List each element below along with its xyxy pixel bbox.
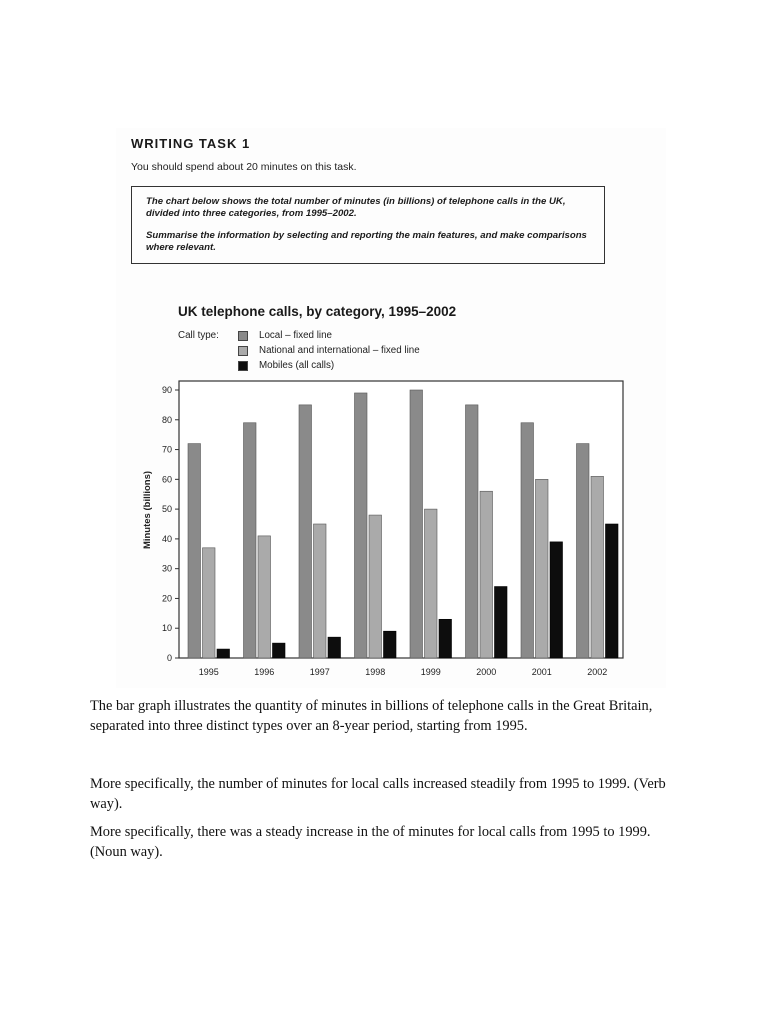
bar-national-2001 — [536, 479, 549, 658]
x-tick-label-1997: 1997 — [309, 667, 330, 677]
paragraph-intro: The bar graph illustrates the quantity of minutes in billions of telephone calls in the Great Britain, separated into three distinct types over an 8-year period, starting from 1995. — [90, 698, 653, 734]
bar-national-1996 — [258, 536, 271, 658]
x-tick-label-1995: 1995 — [198, 667, 219, 677]
y-tick-label: 50 — [161, 504, 172, 515]
bar-mobiles-2001 — [550, 542, 563, 658]
y-tick-label: 10 — [161, 623, 172, 634]
bar-mobiles-1995 — [217, 649, 230, 658]
x-tick-label-1998: 1998 — [365, 667, 386, 677]
legend-label-national: National and international – fixed line — [259, 345, 420, 356]
bar-national-2002 — [591, 476, 604, 658]
chart-title: UK telephone calls, by category, 1995–2002 — [178, 304, 457, 319]
paragraph-verb-way: More specifically, the number of minutes for local calls increased steadily from 1995 to 1999. (Verb way). — [90, 776, 666, 812]
bar-mobiles-1999 — [439, 619, 452, 658]
legend-label-local: Local – fixed line — [259, 330, 332, 341]
task-prompt-line1: The chart below shows the total number of minutes (in billions) of telephone calls in the UK, divided into three categories, from 1995–2002. — [146, 196, 566, 219]
y-tick-label: 70 — [161, 444, 172, 455]
y-axis-title: Minutes (billions) — [142, 470, 153, 550]
bar-mobiles-2002 — [606, 524, 619, 658]
y-tick-label: 90 — [161, 385, 172, 395]
legend-caption: Call type: — [178, 330, 219, 341]
bar-chart — [130, 374, 630, 684]
bar-national-1998 — [369, 515, 382, 658]
paragraph-noun-way: More specifically, there was a steady increase in the of minutes for local calls from 1995 to 1999. (Noun way). — [90, 824, 651, 860]
bar-local-1995 — [188, 444, 201, 658]
bar-mobiles-1997 — [328, 637, 341, 658]
legend-label-mobiles: Mobiles (all calls) — [259, 360, 335, 371]
y-tick-label: 60 — [161, 474, 172, 485]
bar-local-2000 — [466, 405, 479, 658]
bar-mobiles-2000 — [495, 587, 508, 658]
bar-local-2002 — [577, 444, 590, 658]
legend-swatch-national — [238, 346, 248, 356]
bar-national-1995 — [203, 548, 216, 658]
y-tick-label: 80 — [161, 414, 172, 425]
task-heading: WRITING TASK 1 — [131, 136, 251, 151]
bar-mobiles-1998 — [384, 631, 397, 658]
bar-local-2001 — [521, 423, 534, 658]
bar-national-1999 — [425, 509, 438, 658]
bar-local-1998 — [355, 393, 368, 658]
y-tick-label: 40 — [161, 533, 172, 544]
x-tick-label-2001: 2001 — [531, 667, 552, 677]
task-prompt-line2: Summarise the information by selecting and reporting the main features, and make comparisons where relevant. — [146, 230, 587, 253]
bar-local-1997 — [299, 405, 312, 658]
y-tick-label: 20 — [161, 593, 172, 604]
bar-mobiles-1996 — [273, 643, 286, 658]
y-tick-label: 30 — [161, 563, 172, 574]
task-instruction: You should spend about 20 minutes on this task. — [131, 161, 357, 173]
bar-local-1996 — [244, 423, 257, 658]
x-tick-label-1999: 1999 — [420, 667, 441, 677]
bar-local-1999 — [410, 390, 423, 658]
bar-national-2000 — [480, 491, 493, 658]
legend-swatch-local — [238, 331, 248, 341]
legend-swatch-mobiles — [238, 361, 248, 371]
x-tick-label-1996: 1996 — [254, 667, 275, 677]
bar-national-1997 — [314, 524, 327, 658]
x-tick-label-2002: 2002 — [587, 667, 608, 677]
x-tick-label-2000: 2000 — [476, 667, 497, 677]
y-tick-label: 0 — [166, 653, 172, 663]
task-prompt-box — [131, 186, 605, 264]
